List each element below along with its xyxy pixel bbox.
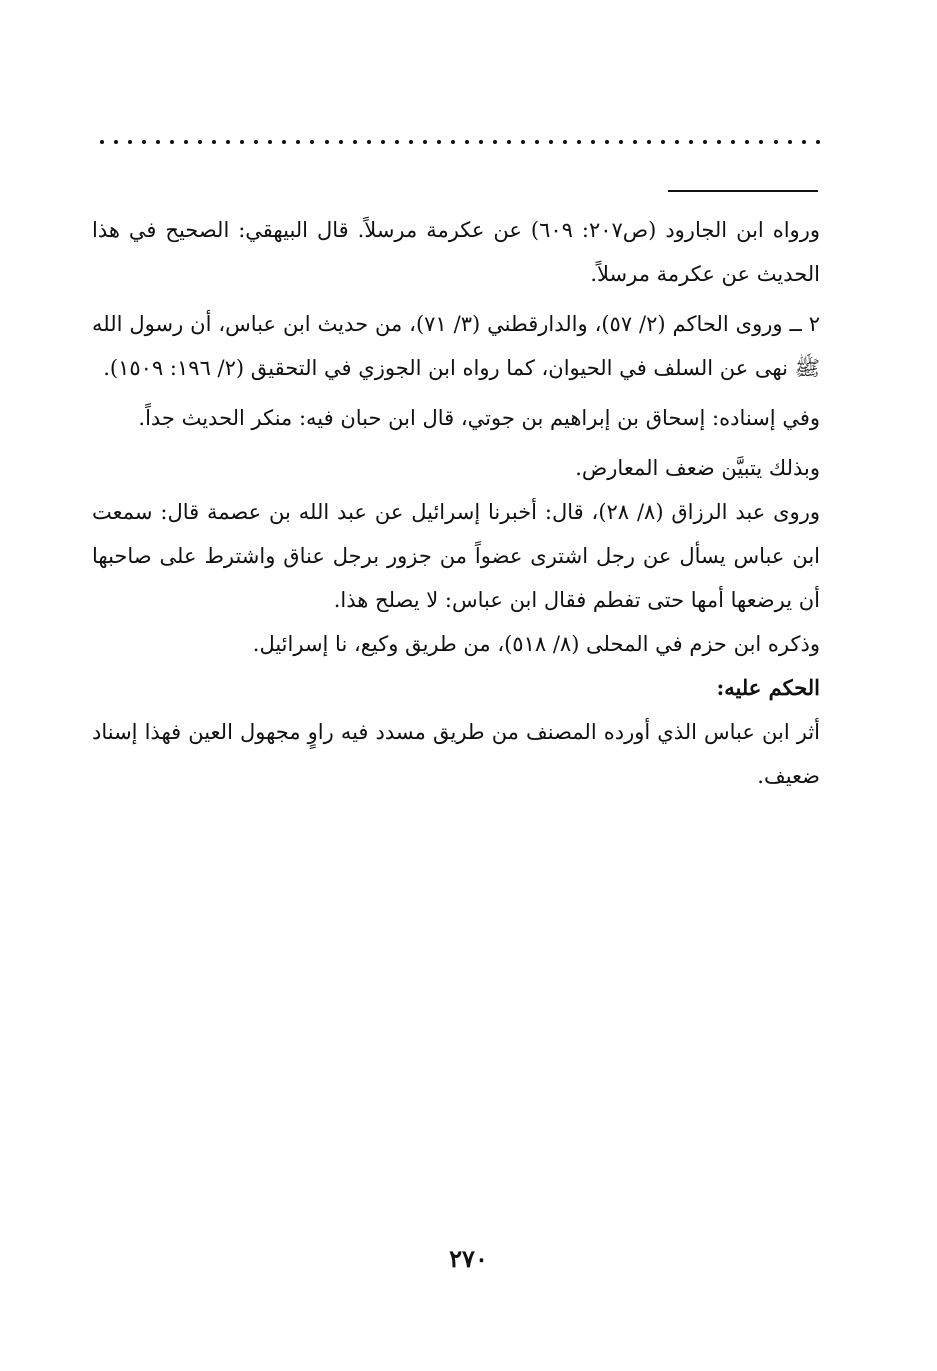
separator-dot xyxy=(591,140,595,144)
separator-dot xyxy=(717,140,721,144)
separator-dot xyxy=(395,140,399,144)
paragraph-1: ورواه ابن الجارود (ص٢٠٧: ٦٠٩) عن عكرمة مرسلاً. قال البيهقي: الصحيح في هذا الحديث عن عكرمة مرسلاً. xyxy=(92,218,820,286)
paragraph-5: وروى عبد الرزاق (٨/ ٢٨)، قال: أخبرنا إسرائيل عن عبد الله بن عصمة قال: سمعت ابن عباس يسأل عن رجل اشترى عضواً من جزور برجل عناق واشترط على صاحبها أن يرضعها أمها حتى تفطم فقال ابن عباس: لا يصلح هذا. xyxy=(92,500,820,612)
separator-dot xyxy=(254,140,258,144)
separator-dot xyxy=(731,140,735,144)
separator-dot xyxy=(142,140,146,144)
separator-dot xyxy=(156,140,160,144)
separator-dot xyxy=(759,140,763,144)
separator-dot xyxy=(423,140,427,144)
separator-dot xyxy=(296,140,300,144)
separator-dot xyxy=(100,140,104,144)
separator-dot xyxy=(451,140,455,144)
separator-dot xyxy=(325,140,329,144)
separator-dot xyxy=(114,140,118,144)
separator-dot xyxy=(409,140,413,144)
separator-dot xyxy=(493,140,497,144)
separator-dot xyxy=(774,140,778,144)
main-text xyxy=(92,208,820,798)
paragraph-6: وذكره ابن حزم في المحلى (٨/ ٥١٨)، من طريق وكيع، نا إسرائيل. xyxy=(252,632,820,656)
separator-dot xyxy=(619,140,623,144)
separator-dot xyxy=(535,140,539,144)
separator-dot xyxy=(381,140,385,144)
separator-dot xyxy=(549,140,553,144)
separator-dot xyxy=(226,140,230,144)
paragraph-7: أثر ابن عباس الذي أورده المصنف من طريق مسدد فيه راوٍ مجهول العين فهذا إسناد ضعيف. xyxy=(92,720,820,788)
separator-dot xyxy=(605,140,609,144)
separator-dot xyxy=(816,140,820,144)
separator-dot xyxy=(353,140,357,144)
separator-dot xyxy=(521,140,525,144)
separator-dot xyxy=(745,140,749,144)
separator-dot xyxy=(198,140,202,144)
separator-dot xyxy=(465,140,469,144)
separator-dot xyxy=(675,140,679,144)
separator-dot xyxy=(703,140,707,144)
separator-dot xyxy=(788,140,792,144)
page-number: ٢٧٠ xyxy=(449,1244,488,1273)
separator-dot xyxy=(689,140,693,144)
separator-dot xyxy=(282,140,286,144)
separator-dot xyxy=(339,140,343,144)
separator-dot xyxy=(507,140,511,144)
separator-dot xyxy=(647,140,651,144)
separator-dot xyxy=(240,140,244,144)
separator-dot xyxy=(661,140,665,144)
paragraph-4: وبذلك يتبيَّن ضعف المعارض. xyxy=(575,456,820,480)
separator-dot xyxy=(212,140,216,144)
separator-dot xyxy=(802,140,806,144)
separator-dot xyxy=(437,140,441,144)
separator-dot xyxy=(479,140,483,144)
separator-dot xyxy=(184,140,188,144)
separator-dot xyxy=(367,140,371,144)
separator-dot xyxy=(310,140,314,144)
separator-dot xyxy=(268,140,272,144)
separator-dot xyxy=(577,140,581,144)
paragraph-2: ٢ ــ وروى الحاكم (٢/ ٥٧)، والدارقطني (٣/ ٧١)، من حديث ابن عباس، أن رسول الله ﷺ نهى عن السلف في الحيوان، كما رواه ابن الجوزي في التحقيق (٢/ ١٩٦: ١٥٠٩). xyxy=(92,312,820,380)
dotted-separator xyxy=(100,132,820,152)
separator-dot xyxy=(633,140,637,144)
separator-dot xyxy=(563,140,567,144)
separator-dot xyxy=(128,140,132,144)
separator-dot xyxy=(170,140,174,144)
footnote-rule xyxy=(668,190,818,192)
section-heading: الحكم عليه: xyxy=(716,675,820,700)
paragraph-3: وفي إسناده: إسحاق بن إبراهيم بن جوتي، قال ابن حبان فيه: منكر الحديث جداً. xyxy=(138,406,820,430)
